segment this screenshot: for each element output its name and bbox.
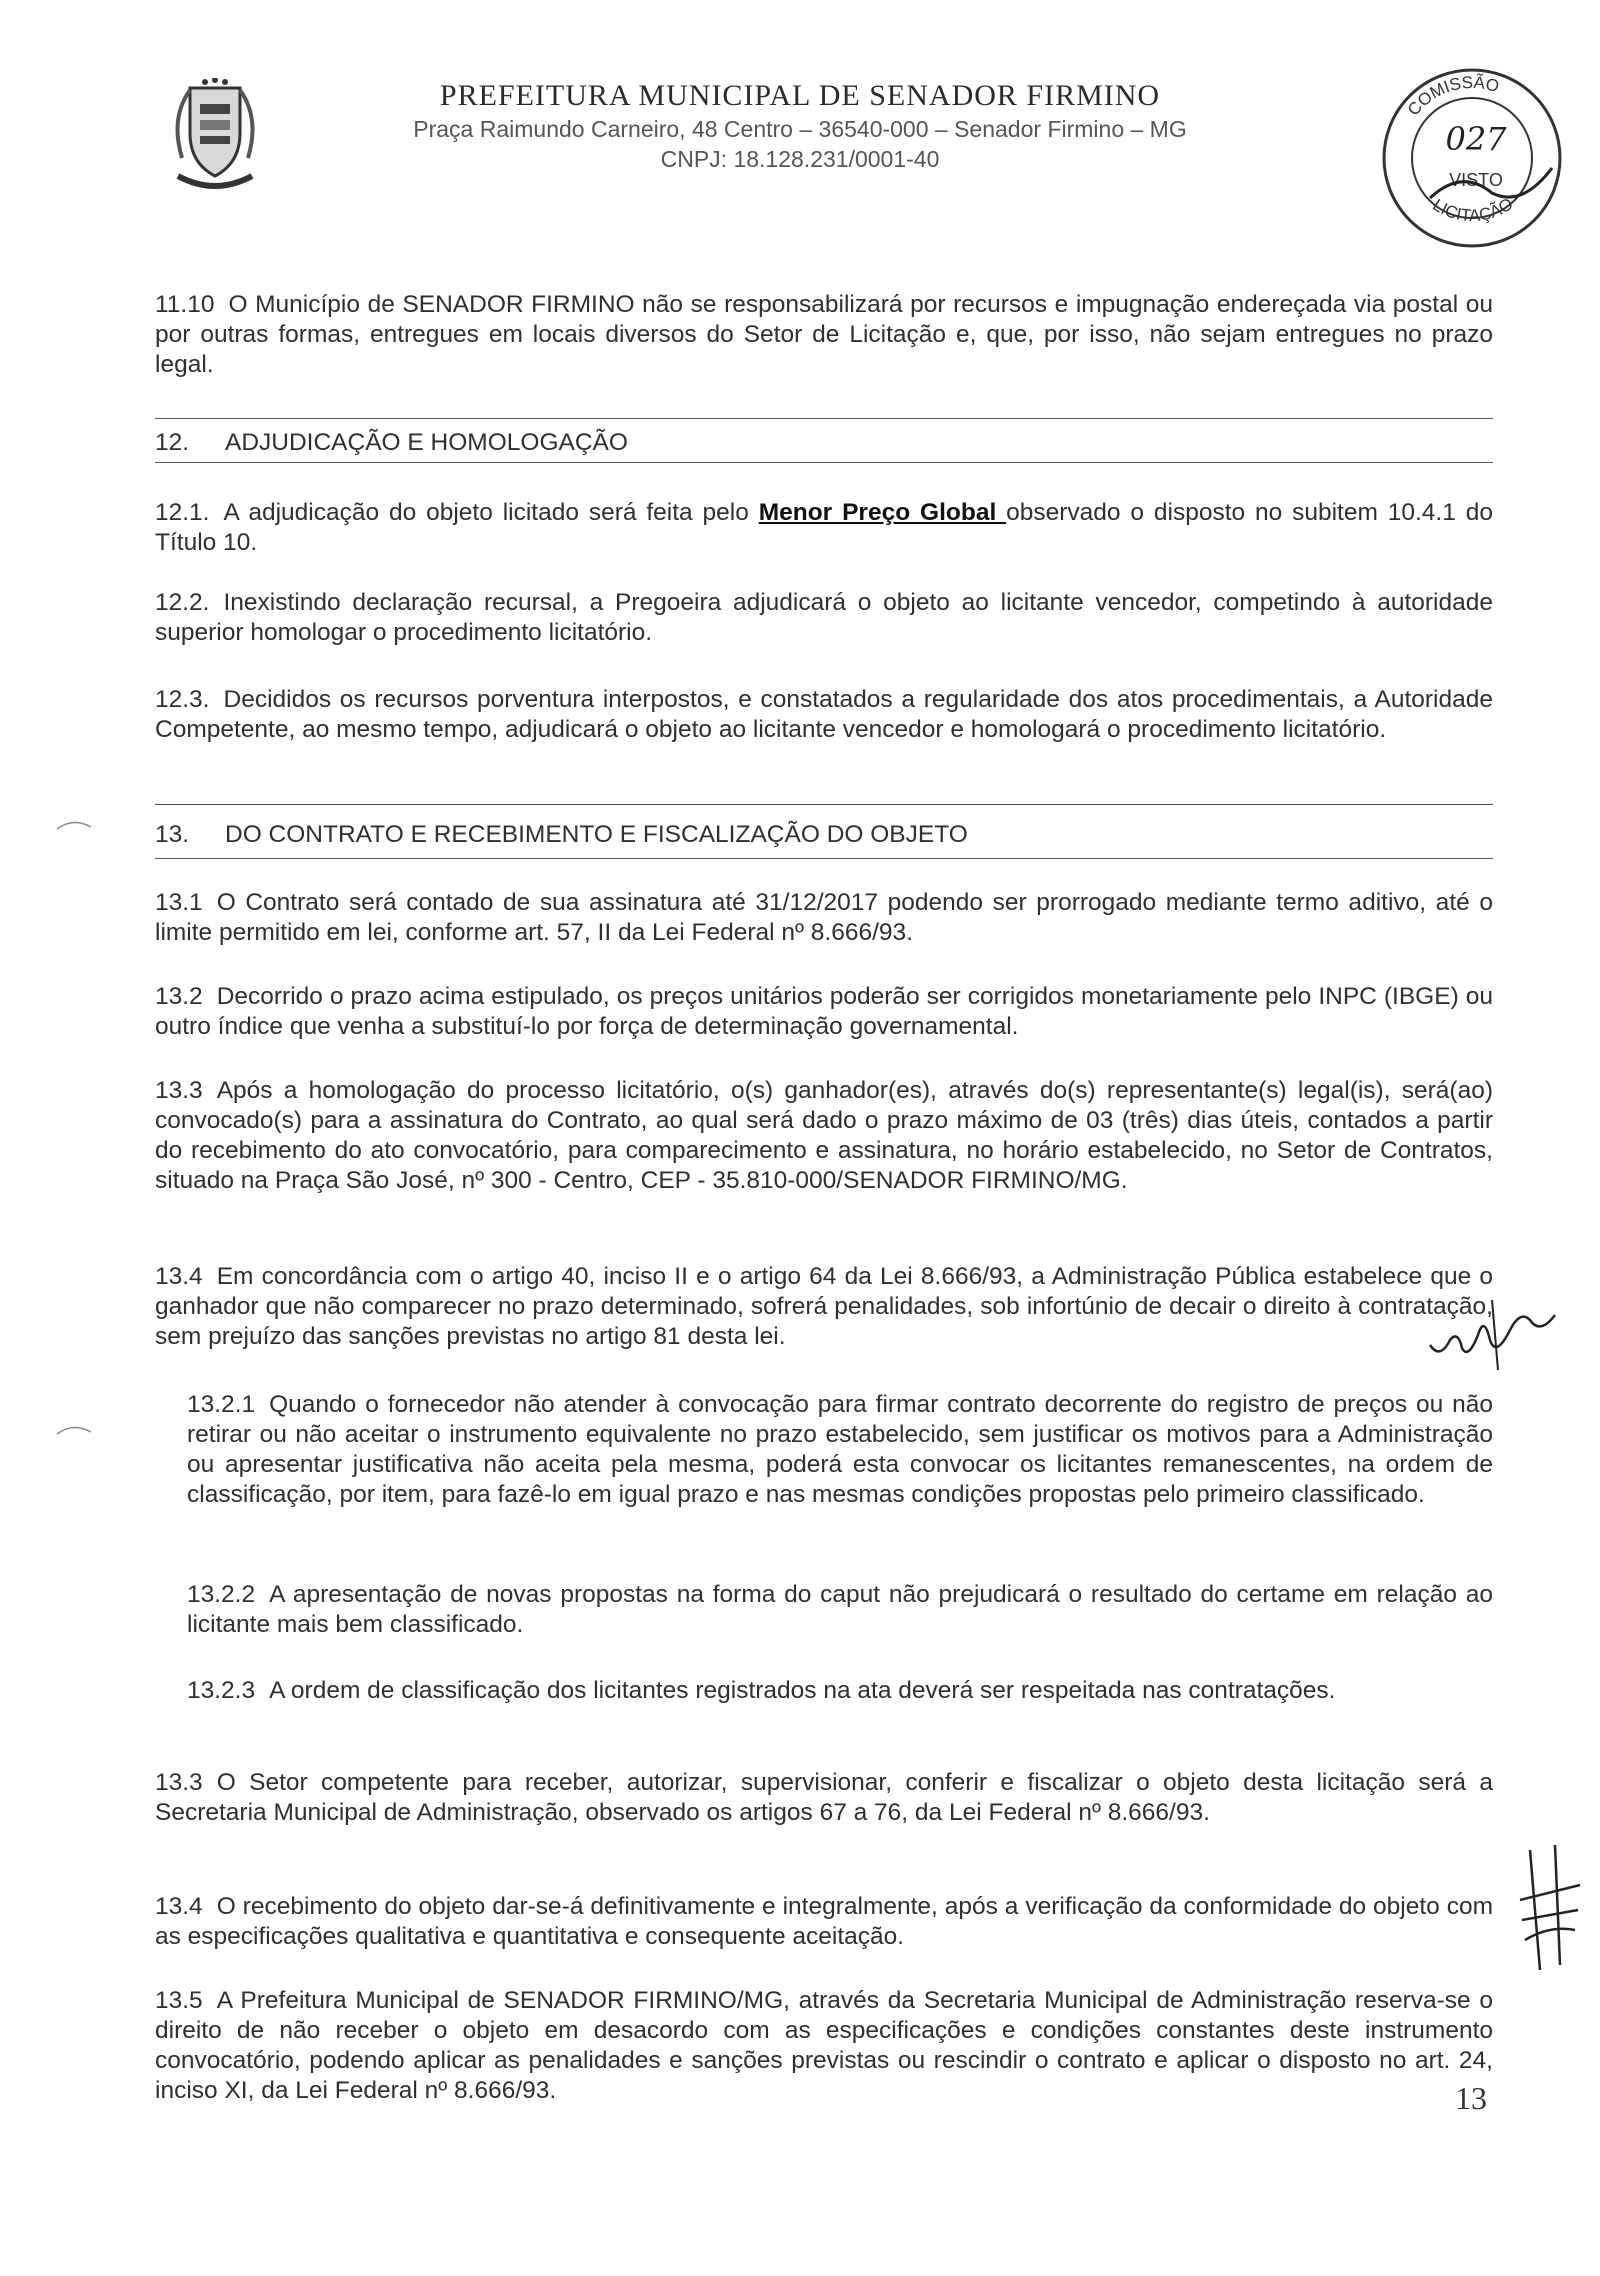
paragraph-13-4: 13.4 Em concordância com o artigo 40, inciso II e o artigo 64 da Lei 8.666/93, a Administração Pública estabelece que o ganhador que não comparecer no prazo determinado, sofrerá penalidades, sob infortúnio de decair o direito à contratação, sem prejuízo das sanções previstas no artigo 81 desta lei. (155, 1263, 1493, 1350)
letterhead (0, 78, 1600, 174)
emphasis-menor-preco-global: Menor Preço Global (758, 499, 1007, 526)
section-rule (155, 418, 1493, 419)
paragraph-13-1: 13.1 O Contrato será contado de sua assinatura até 31/12/2017 podendo ser prorrogado mediante termo aditivo, até o limite permitido em lei, conforme art. 57, II da Lei Federal nº 8.666/93. (155, 889, 1493, 946)
margin-initials-icon (1510, 1840, 1590, 1980)
stamp-bottom-text: LICITAÇÃO (1429, 194, 1517, 226)
section-rule (155, 462, 1493, 463)
paragraph-12-3: 12.3. Decididos os recursos porventura interpostos, e constatados a regularidade dos atos procedimentais, a Autoridade Competente, ao mesmo tempo, adjudicará o objeto ao licitante vencedor e homologará o procedimento licitatório. (155, 686, 1493, 743)
letterhead-title: PREFEITURA MUNICIPAL DE SENADOR FIRMINO (439, 79, 1161, 112)
paragraph-13-3-setor: 13.3 O Setor competente para receber, autorizar, supervisionar, conferir e fiscalizar o objeto desta licitação será a Secretaria Municipal de Administração, observado os artigos 67 a 76, da Lei Federal nº 8.666/93. (155, 1769, 1493, 1826)
letterhead-cnpj: CNPJ: 18.128.231/0001-40 (660, 146, 940, 172)
stamp-top-text: COMISSÃO (1403, 72, 1502, 120)
paragraph-12-1: 12.1. A adjudicação do objeto licitado será feita pelo Menor Preço Global observado o disposto no subitem 10.4.1 do Título 10. (155, 499, 1493, 556)
letterhead-address: Praça Raimundo Carneiro, 48 Centro – 36540-000 – Senador Firmino – MG (413, 116, 1187, 142)
paragraph-13-2-3: 13.2.3 A ordem de classificação dos licitantes registrados na ata deverá ser respeitada nas contratações. (187, 1677, 1336, 1704)
paragraph-13-2-2: 13.2.2 A apresentação de novas propostas na forma do caput não prejudicará o resultado do certame em relação ao licitante mais bem classificado. (187, 1581, 1493, 1638)
section-rule (155, 804, 1493, 805)
paragraph-13-2: 13.2 Decorrido o prazo acima estipulado, os preços unitários poderão ser corrigidos monetariamente pelo INPC (IBGE) ou outro índice que venha a substituí-lo por força de determinação governamental. (155, 983, 1493, 1040)
paragraph-13-5: 13.5 A Prefeitura Municipal de SENADOR FIRMINO/MG, através da Secretaria Municipal de Administração reserva-se o direito de não receber o objeto em desacordo com as especificações e condições constantes deste instrumento convocatório, podendo aplicar as penalidades e sanções previstas ou rescindir o contrato e aplicar o disposto no art. 24, inciso XI, da Lei Federal nº 8.666/93. (155, 1987, 1493, 2104)
commission-stamp-icon (1372, 58, 1572, 258)
stamp-number: 027 (1445, 120, 1507, 158)
svg-text:COMISSÃO (1404, 73, 1501, 120)
stamp-visto: VISTO (1449, 170, 1503, 190)
paragraph-12-2: 12.2. Inexistindo declaração recursal, a Pregoeira adjudicará o objeto ao licitante vencedor, competindo à autoridade superior homologar o procedimento licitatório. (155, 589, 1493, 646)
section-12-heading: 12. ADJUDICAÇÃO E HOMOLOGAÇÃO (155, 429, 628, 456)
page-number: 13 (1455, 2080, 1487, 2116)
svg-text:LICITAÇÃO (1429, 194, 1516, 225)
margin-tick-icon (55, 1420, 95, 1440)
paragraph-11-10: 11.10 O Município de SENADOR FIRMINO não se responsabilizará por recursos e impugnação endereçada via postal ou por outras formas, entregues em locais diversos do Setor de Licitação e, que, por isso, não sejam entregues no prazo legal. (155, 291, 1493, 378)
handwritten-signature-icon (1420, 1280, 1570, 1370)
section-rule (155, 858, 1493, 859)
paragraph-13-4-recebimento: 13.4 O recebimento do objeto dar-se-á definitivamente e integralmente, após a verificação da conformidade do objeto com as especificações qualitativa e quantitativa e consequente aceitação. (155, 1893, 1493, 1950)
section-13-heading: 13. DO CONTRATO E RECEBIMENTO E FISCALIZAÇÃO DO OBJETO (155, 821, 968, 848)
margin-tick-icon (55, 815, 95, 835)
paragraph-13-2-1: 13.2.1 Quando o fornecedor não atender à convocação para firmar contrato decorrente do registro de preços ou não retirar ou não aceitar o instrumento equivalente no prazo estabelecido, sem justificar os motivos para a Administração ou apresentar justificativa não aceita pela mesma, poderá esta convocar os licitantes remanescentes, na ordem de classificação, por item, para fazê-lo em igual prazo e nas mesmas condições propostas pelo primeiro classificado. (187, 1391, 1493, 1508)
paragraph-13-3: 13.3 Após a homologação do processo licitatório, o(s) ganhador(es), através do(s) representante(s) legal(is), será(ao) convocado(s) para a assinatura do Contrato, ao qual será dado o prazo máximo de 03 (três) dias úteis, contados a partir do recebimento do ato convocatório, para comparecimento e assinatura, no horário estabelecido, no Setor de Contratos, situado na Praça São José, nº 300 - Centro, CEP - 35.810-000/SENADOR FIRMINO/MG. (155, 1077, 1493, 1194)
